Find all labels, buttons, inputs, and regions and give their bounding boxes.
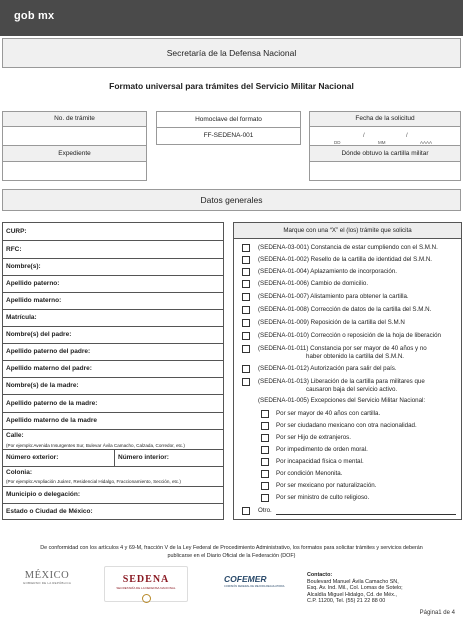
otro-checkbox[interactable] (242, 507, 250, 515)
legal-line-1: De conformidad con los artículos 4 y 69-M, fracción V de la Ley Federal de Procedimiento Administrativo, los formatos para solicitar trámites y servicios deberán (40, 545, 423, 551)
otro-input-line[interactable] (276, 514, 456, 515)
cofemer-logo (222, 572, 285, 594)
excepcion-label-5: Por incapacidad física o mental. (276, 458, 364, 465)
no-tramite-field[interactable] (2, 126, 147, 146)
tramite-label-8: (SEDENA-01-010) Corrección o reposición de la hoja de liberación (258, 332, 441, 339)
excepcion-checkbox-1[interactable] (261, 410, 269, 418)
excepcion-checkbox-3[interactable] (261, 434, 269, 442)
tramite-checkbox-11[interactable] (242, 378, 250, 386)
tramite-label-3: (SEDENA-01-004) Aplazamiento de incorporación. (258, 268, 397, 275)
estado-label: Estado o Ciudad de México: (6, 508, 93, 515)
tramite-label-1: (SEDENA-03-001) Constancia de estar cumpliendo con el S.M.N. (258, 244, 438, 251)
otro-label: Otro. (258, 507, 272, 514)
datos-generales-header: Datos generales (2, 189, 461, 211)
matricula-label: Matrícula: (6, 314, 37, 321)
homoclave-box (156, 111, 301, 145)
calle-label: Calle: (6, 432, 24, 439)
personal-data-form (2, 222, 224, 520)
apellido-paterno-field[interactable] (3, 276, 223, 293)
cofemer-logo-sub: COMISIÓN FEDERAL DE MEJORA REGULATORIA (224, 585, 285, 588)
apellido-materno-label: Apellido materno: (6, 297, 62, 304)
expediente-label: Expediente (2, 145, 147, 162)
nombres-field[interactable] (3, 259, 223, 276)
tramite-label-9: (SEDENA-01-011) Constancia por ser mayor de 40 años y no (258, 345, 427, 352)
tramite-checkbox-1[interactable] (242, 244, 250, 252)
apellido-paterno-label: Apellido paterno: (6, 280, 60, 287)
expediente-field[interactable] (2, 161, 147, 181)
excepcion-checkbox-8[interactable] (261, 494, 269, 502)
tramite-checkbox-5[interactable] (242, 293, 250, 301)
excepcion-label-6: Por condición Menonita. (276, 470, 343, 477)
tramite-checkbox-7[interactable] (242, 319, 250, 327)
excepcion-checkbox-6[interactable] (261, 470, 269, 478)
excepcion-checkbox-5[interactable] (261, 458, 269, 466)
tramite-checkbox-6[interactable] (242, 306, 250, 314)
contact-block (307, 572, 403, 605)
colonia-ejemplo: (Por ejemplo:Ampliación Juárez, Residencial Hidalgo, Fraccionamiento, Sección, etc.) (6, 479, 181, 484)
estado-field[interactable] (3, 504, 223, 519)
fecha-dd: DD (334, 140, 341, 145)
nombres-label: Nombre(s): (6, 263, 41, 270)
rfc-label: RFC: (6, 246, 22, 253)
tramite-checkbox-9[interactable] (242, 345, 250, 353)
excepcion-label-2: Por ser ciudadano mexicano con otra nacionalidad. (276, 422, 417, 429)
tramite-checkbox-3[interactable] (242, 268, 250, 276)
fecha-separator-2: / (406, 133, 408, 139)
contact-line-1: Boulevard Manuel Ávila Camacho SN, (307, 578, 399, 585)
sedena-seal-icon (142, 594, 151, 603)
fecha-field[interactable] (309, 126, 461, 146)
nombre-madre-field[interactable] (3, 378, 223, 395)
tramite-checkbox-2[interactable] (242, 256, 250, 264)
tramite-label-2: (SEDENA-01-002) Resello de la cartilla de identidad del S.M.N. (258, 256, 433, 263)
tramite-label-9-line2: haber obtenido la cartilla del S.M.N. (306, 353, 405, 360)
apellido-paterno-madre-field[interactable] (3, 395, 223, 413)
fecha-label: Fecha de la solicitud (309, 111, 461, 127)
excepcion-label-7: Por ser mexicano por naturalización. (276, 482, 377, 489)
gobmx-logo[interactable]: gob mx (14, 10, 55, 22)
tramite-label-10: (SEDENA-01-012) Autorización para salir del país. (258, 365, 397, 372)
numero-divider (114, 450, 115, 466)
excepcion-checkbox-2[interactable] (261, 422, 269, 430)
secretaria-header: Secretaría de la Defensa Nacional (2, 38, 461, 68)
apellido-materno-field[interactable] (3, 293, 223, 310)
municipio-field[interactable] (3, 487, 223, 504)
nombre-madre-label: Nombre(s) de la madre: (6, 382, 79, 389)
municipio-label: Municipio o delegación: (6, 491, 81, 498)
sedena-logo-text: SEDENA (122, 574, 170, 585)
legal-notice (6, 545, 457, 560)
calle-ejemplo: (Por ejemplo:Avenida Insurgentes Sur, Bulevar Ávila Camacho, Calzada, Corredor, etc.) (6, 443, 185, 448)
tramite-label-6: (SEDENA-01-008) Corrección de datos de la cartilla del S.M.N. (258, 306, 432, 313)
cofemer-logo-text: COFEMER (224, 574, 267, 584)
apellido-materno-padre-label: Apellido materno del padre: (6, 365, 92, 372)
tramites-panel (233, 222, 462, 520)
curp-field[interactable] (3, 223, 223, 241)
apellido-paterno-padre-label: Apellido paterno del padre: (6, 348, 91, 355)
excepciones-heading: (SEDENA-01-005) Excepciones del Servicio Militar Nacional: (258, 397, 426, 404)
apellido-materno-madre-label: Apellido materno de la madre (6, 417, 98, 424)
tramite-checkbox-4[interactable] (242, 280, 250, 288)
numero-interior-label[interactable]: Número interior: (118, 454, 169, 461)
donde-obtuvo-label: Dónde obtuvo la cartilla militar (309, 145, 461, 162)
mexico-logo-sub: GOBIERNO DE LA REPÚBLICA (22, 581, 72, 585)
contact-line-2: Esq. Av. Ind. Mil., Col. Lomas de Sotelo; (307, 585, 403, 592)
excepcion-checkbox-7[interactable] (261, 482, 269, 490)
excepcion-label-3: Por ser Hijo de extranjeros. (276, 434, 351, 441)
document-title: Formato universal para trámites del Servicio Militar Nacional (109, 81, 354, 91)
donde-obtuvo-field[interactable] (309, 161, 461, 181)
apellido-materno-madre-field[interactable] (3, 413, 223, 430)
excepcion-label-1: Por ser mayor de 40 años con cartilla. (276, 410, 381, 417)
excepcion-label-4: Por impedimento de orden moral. (276, 446, 368, 453)
tramite-label-11-line2: causaron baja del servicio activo. (306, 386, 398, 393)
fecha-mm: MM (378, 140, 386, 145)
contact-title: Contacto: (307, 572, 333, 578)
nombre-padre-field[interactable] (3, 327, 223, 344)
apellido-materno-padre-field[interactable] (3, 361, 223, 378)
numero-field-row (3, 450, 223, 467)
colonia-label: Colonia: (6, 469, 32, 476)
excepcion-checkbox-4[interactable] (261, 446, 269, 454)
curp-label: CURP: (6, 228, 27, 235)
excepcion-label-8: Por ser ministro de culto religioso. (276, 494, 370, 501)
tramite-label-11: (SEDENA-01-013) Liberación de la cartilla para militares que (258, 378, 425, 385)
tramites-header: Marque con una “X” el (los) trámite que solicita (234, 223, 461, 239)
top-bar (0, 0, 463, 36)
sedena-logo (104, 566, 188, 602)
sedena-logo-sub: SECRETARÍA DE LA DEFENSA NACIONAL (116, 586, 176, 590)
page-number: Página1 de 4 (419, 610, 455, 616)
matricula-field[interactable] (3, 310, 223, 327)
mexico-logo-text: MÉXICO (24, 570, 70, 581)
mexico-logo (20, 570, 74, 585)
no-tramite-label: No. de trámite (2, 111, 147, 127)
apellido-paterno-madre-label: Apellido paterno de la madre: (6, 400, 98, 407)
calle-field[interactable] (3, 430, 223, 450)
numero-exterior-label[interactable]: Número exterior: (6, 454, 59, 461)
contact-line-4: C.P. 11200, Tel. (55) 21 22 88 00 (307, 598, 386, 605)
fecha-separator-1: / (363, 133, 365, 139)
fecha-aaaa: AAAA (420, 140, 433, 145)
tramite-checkbox-8[interactable] (242, 332, 250, 340)
contact-line-3: Alcaldía Miguel Hidalgo, Cd. de Méx., (307, 591, 397, 598)
homoclave-label: Homoclave del formato (157, 112, 300, 128)
tramite-checkbox-10[interactable] (242, 365, 250, 373)
tramite-label-5: (SEDENA-01-007) Alistamiento para obtener la cartilla. (258, 293, 409, 300)
rfc-field[interactable] (3, 241, 223, 259)
tramite-label-7: (SEDENA-01-009) Reposición de la cartilla del S.M.N (258, 319, 405, 326)
nombre-padre-label: Nombre(s) del padre: (6, 331, 72, 338)
legal-line-2: publicarse en el Diario Oficial de la Federación (DOF) (167, 552, 296, 559)
apellido-paterno-padre-field[interactable] (3, 344, 223, 361)
homoclave-value: FF-SEDENA-001 (203, 132, 254, 139)
colonia-field[interactable] (3, 467, 223, 487)
tramite-label-4: (SEDENA-01-006) Cambio de domicilio. (258, 280, 369, 287)
